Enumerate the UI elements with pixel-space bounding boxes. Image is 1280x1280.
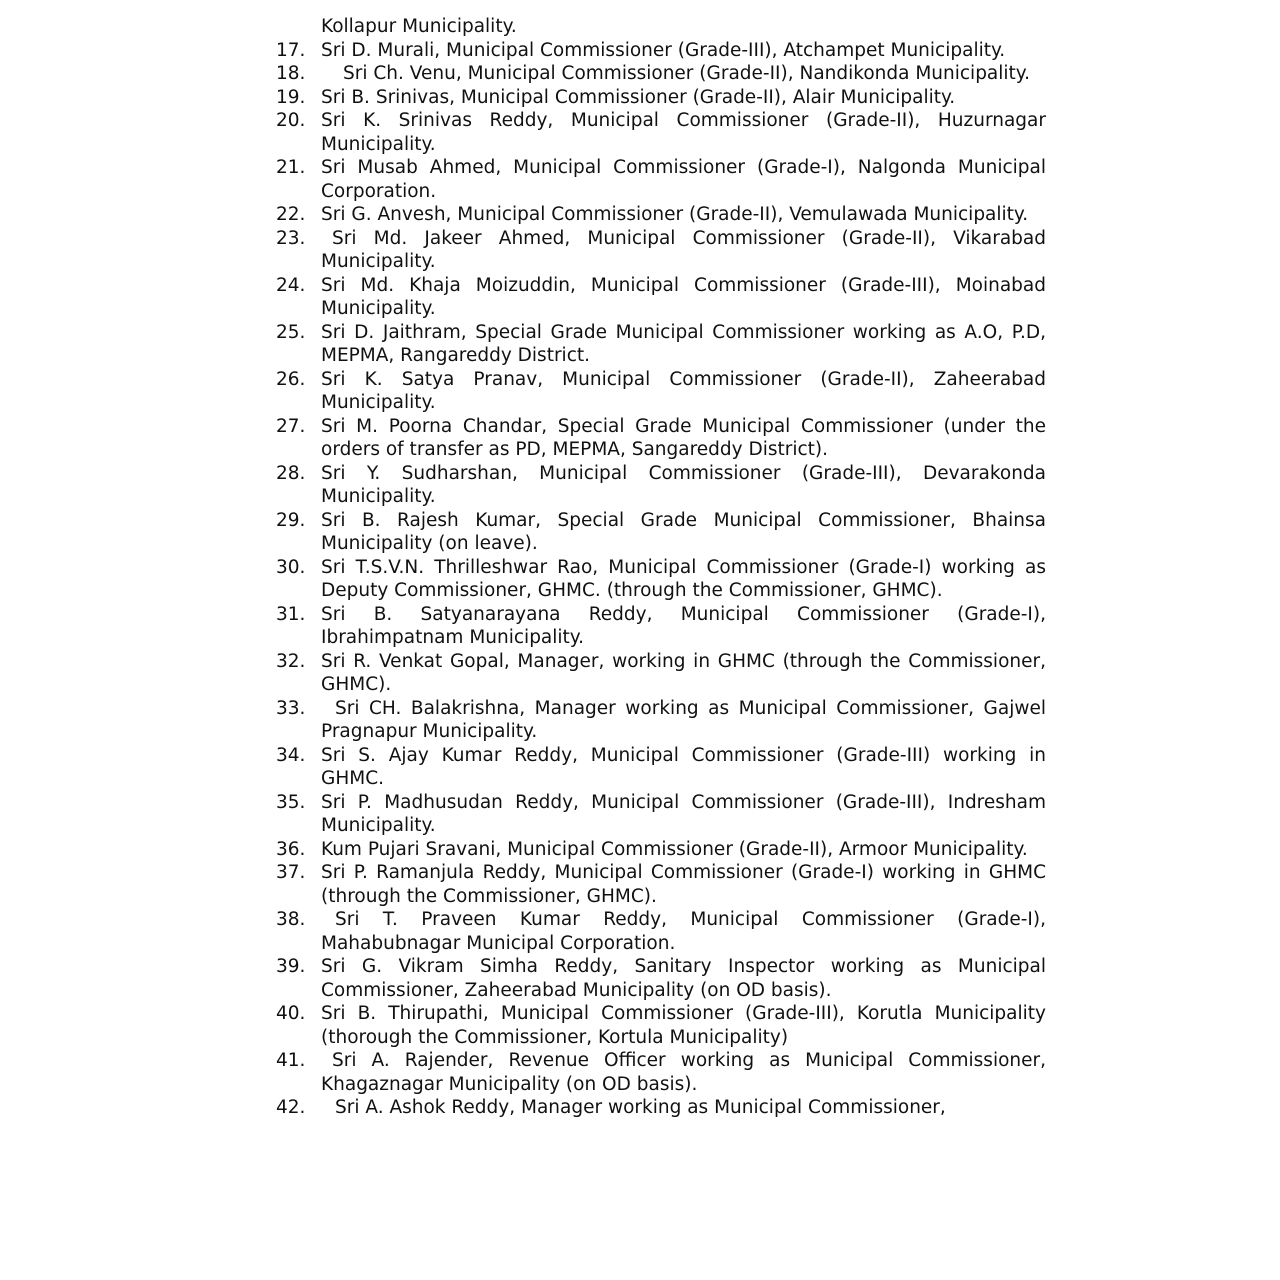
item-text: Sri Md. Khaja Moizuddin, Municipal Commissioner (Grade-III), Moinabad Municipality. (321, 274, 1046, 319)
list-item (276, 321, 1046, 368)
item-number: 18. (276, 63, 306, 84)
item-text: Sri A. Rajender, Revenue Officer working as Municipal Commissioner, Khagaznagar Municipality (on OD basis). (321, 1050, 1046, 1095)
item-text: Sri D. Murali, Municipal Commissioner (Grade-III), Atchampet Municipality. (321, 39, 1006, 61)
item-number: 42. (276, 1097, 306, 1118)
item-number: 25. (276, 321, 306, 343)
item-number: 22. (276, 204, 306, 225)
item-text: Sri P. Ramanjula Reddy, Municipal Commissioner (Grade-I) working in GHMC (through the Commissioner, GHMC). (321, 862, 1046, 907)
carry-over-line: Kollapur Municipality. (321, 16, 517, 37)
list-item (276, 274, 1046, 321)
item-number: 35. (276, 791, 306, 813)
item-text: Sri Md. Jakeer Ahmed, Municipal Commissioner (Grade-II), Vikarabad Municipality. (321, 227, 1046, 272)
item-text: Sri B. Srinivas, Municipal Commissioner (Grade-II), Alair Municipality. (321, 86, 956, 108)
list-item (276, 861, 1046, 908)
item-number: 20. (276, 110, 306, 131)
list-item (276, 203, 1046, 227)
item-text: Sri M. Poorna Chandar, Special Grade Municipal Commissioner (under the orders of transfer as PD, MEPMA, Sangareddy District). (321, 415, 1046, 460)
item-number: 21. (276, 157, 306, 178)
list-item (276, 744, 1046, 791)
item-number: 29. (276, 509, 306, 531)
item-text: Sri G. Vikram Simha Reddy, Sanitary Inspector working as Municipal Commissioner, Zaheerabad Municipality (on OD basis). (321, 956, 1046, 1001)
list-item (276, 1002, 1046, 1049)
item-number: 40. (276, 1003, 306, 1024)
item-number: 31. (276, 603, 306, 625)
list-item (276, 556, 1046, 603)
list-item (276, 156, 1046, 203)
list-item (276, 462, 1046, 509)
list-item (276, 368, 1046, 415)
item-text: Sri Y. Sudharshan, Municipal Commissioner (Grade-III), Devarakonda Municipality. (321, 462, 1046, 507)
item-number: 36. (276, 838, 306, 860)
item-text: Sri B. Satyanarayana Reddy, Municipal Commissioner (Grade-I), Ibrahimpatnam Municipality. (321, 603, 1046, 648)
item-number: 17. (276, 39, 306, 61)
item-number: 19. (276, 86, 306, 108)
item-text: Kum Pujari Sravani, Municipal Commissioner (Grade-II), Armoor Municipality. (321, 838, 1028, 860)
list-item (276, 86, 1046, 110)
list-item (276, 697, 1046, 744)
list-item (276, 227, 1046, 274)
item-number: 26. (276, 368, 306, 390)
item-text: Sri B. Rajesh Kumar, Special Grade Municipal Commissioner, Bhainsa Municipality (on leave). (321, 509, 1046, 554)
item-number: 24. (276, 274, 306, 296)
document-page (276, 15, 1046, 1120)
list-item (276, 62, 1046, 86)
item-text: Sri D. Jaithram, Special Grade Municipal Commissioner working as A.O, P.D, MEPMA, Rangareddy District. (321, 321, 1046, 366)
list-item (276, 908, 1046, 955)
list-item (276, 415, 1046, 462)
item-number: 23. (276, 227, 306, 249)
list-item (276, 955, 1046, 1002)
item-number: 37. (276, 862, 306, 883)
item-text: Sri B. Thirupathi, Municipal Commissioner (Grade-III), Korutla Municipality (thorough the Commissioner, Kortula Municipality) (321, 1003, 1046, 1048)
list-item (276, 838, 1046, 862)
list-item (276, 509, 1046, 556)
item-number: 32. (276, 650, 306, 672)
item-text: Sri A. Ashok Reddy, Manager working as Municipal Commissioner, (335, 1097, 946, 1118)
list-item (276, 1096, 1046, 1120)
list-item (276, 650, 1046, 697)
list-item (276, 603, 1046, 650)
item-number: 39. (276, 956, 306, 977)
item-text: Sri T.S.V.N. Thrilleshwar Rao, Municipal Commissioner (Grade-I) working as Deputy Commissioner, GHMC. (through the Commissioner, GHMC). (321, 556, 1046, 601)
item-number: 28. (276, 462, 306, 484)
list-item (276, 1049, 1046, 1096)
item-number: 34. (276, 744, 306, 766)
item-text: Sri G. Anvesh, Municipal Commissioner (Grade-II), Vemulawada Municipality. (321, 204, 1029, 225)
item-number: 41. (276, 1050, 306, 1071)
item-text: Sri R. Venkat Gopal, Manager, working in GHMC (through the Commissioner, GHMC). (321, 650, 1046, 695)
item-text: Sri T. Praveen Kumar Reddy, Municipal Commissioner (Grade-I), Mahabubnagar Municipal Corporation. (321, 909, 1046, 954)
item-text: Sri P. Madhusudan Reddy, Municipal Commissioner (Grade-III), Indresham Municipality. (321, 791, 1046, 836)
item-text: Sri K. Satya Pranav, Municipal Commissioner (Grade-II), Zaheerabad Municipality. (321, 368, 1046, 413)
item-text: Sri K. Srinivas Reddy, Municipal Commissioner (Grade-II), Huzurnagar Municipality. (321, 110, 1046, 155)
item-text: Sri S. Ajay Kumar Reddy, Municipal Commissioner (Grade-III) working in GHMC. (321, 744, 1046, 789)
item-number: 38. (276, 909, 306, 930)
list-item (276, 791, 1046, 838)
item-number: 27. (276, 415, 306, 437)
item-number: 33. (276, 697, 306, 719)
item-number: 30. (276, 556, 306, 578)
item-text: Sri CH. Balakrishna, Manager working as Municipal Commissioner, Gajwel Pragnapur Municipality. (321, 697, 1046, 742)
item-text: Sri Ch. Venu, Municipal Commissioner (Grade-II), Nandikonda Municipality. (343, 63, 1030, 84)
list-item (276, 109, 1046, 156)
item-text: Sri Musab Ahmed, Municipal Commissioner (Grade-I), Nalgonda Municipal Corporation. (321, 157, 1046, 202)
list-item (276, 39, 1046, 63)
